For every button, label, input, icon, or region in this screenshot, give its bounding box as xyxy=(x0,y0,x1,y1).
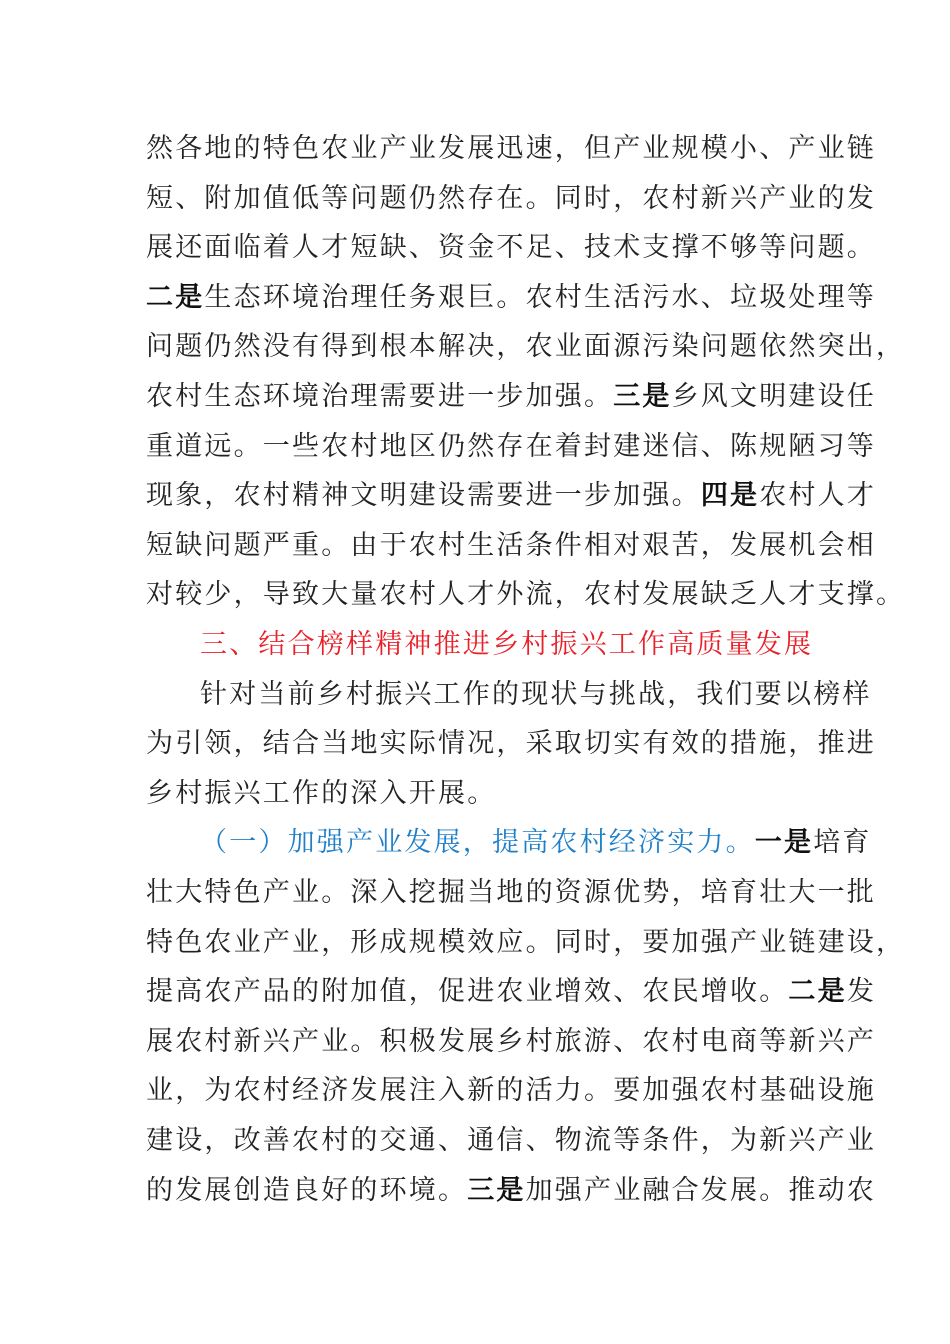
text-segment: 针对当前乡村振兴工作的现状与挑战，我们要以榜样 xyxy=(200,678,872,710)
text-bold: 三是 xyxy=(613,381,672,412)
text-bold: 二是 xyxy=(788,976,847,1008)
text-line xyxy=(146,223,876,273)
text-line xyxy=(146,471,877,521)
text-segment: 壮大特色产业。深入挖掘当地的资源优势，培育壮大一批 xyxy=(146,877,876,908)
text-segment: 展农村新兴产业。积极发展乡村旅游、农村电商等新兴产 xyxy=(146,1025,876,1057)
text-line xyxy=(146,918,906,968)
text-line xyxy=(146,1066,876,1116)
text-heading-red: 三、结合榜样精神推进乡村振兴工作高质量发展 xyxy=(200,629,814,660)
text-line xyxy=(146,322,906,372)
text-segment: 乡村振兴工作的深入开展。 xyxy=(146,777,497,809)
text-line xyxy=(146,967,877,1017)
text-segment: 然各地的特色农业产业发展迅速，但产业规模小、产业链 xyxy=(146,133,876,164)
text-segment: 建设，改善农村的交通、通信、物流等条件，为新兴产业 xyxy=(146,1125,876,1156)
text-heading-blue: （一）加强产业发展，提高农村经济实力。 xyxy=(200,827,755,859)
text-line xyxy=(146,1166,877,1216)
text-segment: 对较少，导致大量农村人才外流，农村发展缺乏人才支撑。 xyxy=(146,579,906,611)
text-segment: 发 xyxy=(846,976,877,1008)
text-line xyxy=(146,719,876,769)
text-segment: 短、附加值低等问题仍然存在。同时，农村新兴产业的发 xyxy=(146,182,876,214)
text-segment: 生态环境治理任务艰巨。农村生活污水、垃圾处理等 xyxy=(204,281,877,313)
text-segment: 培育 xyxy=(813,827,872,859)
text-line xyxy=(146,174,876,224)
text-segment: 为引领，结合当地实际情况，采取切实有效的措施，推进 xyxy=(146,728,876,760)
text-line xyxy=(146,570,906,620)
text-segment: 特色农业产业，形成规模效应。同时，要加强产业链建设， xyxy=(146,926,906,958)
text-line xyxy=(200,818,872,868)
text-bold: 一是 xyxy=(754,827,814,859)
text-segment: 乡风文明建设任 xyxy=(671,381,877,412)
text-line xyxy=(146,521,876,571)
text-bold: 四是 xyxy=(700,480,760,512)
text-segment: 重道远。一些农村地区仍然存在着封建迷信、陈规陋习等 xyxy=(146,430,876,462)
text-line xyxy=(146,868,876,918)
text-segment: 农村生态环境治理需要进一步加强。 xyxy=(146,381,614,412)
text-bold: 二是 xyxy=(146,281,205,313)
text-line xyxy=(146,273,877,323)
text-line xyxy=(146,1116,876,1166)
text-line xyxy=(200,620,860,670)
text-segment: 现象，农村精神文明建设需要进一步加强。 xyxy=(146,480,701,512)
text-segment: 提高农产品的附加值，促进农业增效、农民增收。 xyxy=(146,976,789,1008)
text-segment: 农村人才 xyxy=(759,480,877,512)
text-line xyxy=(200,670,872,720)
text-line xyxy=(146,372,877,422)
text-segment: 加强产业融合发展。推动农 xyxy=(525,1174,877,1206)
text-segment: 展还面临着人才短缺、资金不足、技术支撑不够等问题。 xyxy=(146,232,876,264)
text-segment: 业，为农村经济发展注入新的活力。要加强农村基础设施 xyxy=(146,1075,876,1107)
text-segment: 短缺问题严重。由于农村生活条件相对艰苦，发展机会相 xyxy=(146,529,876,561)
text-line xyxy=(146,422,876,472)
text-bold: 三是 xyxy=(467,1174,526,1206)
text-segment: 问题仍然没有得到根本解决，农业面源污染问题依然突出， xyxy=(146,331,906,363)
text-segment: 的发展创造良好的环境。 xyxy=(146,1174,468,1206)
text-line xyxy=(146,769,806,819)
text-line xyxy=(146,1017,876,1067)
text-line xyxy=(146,124,876,174)
